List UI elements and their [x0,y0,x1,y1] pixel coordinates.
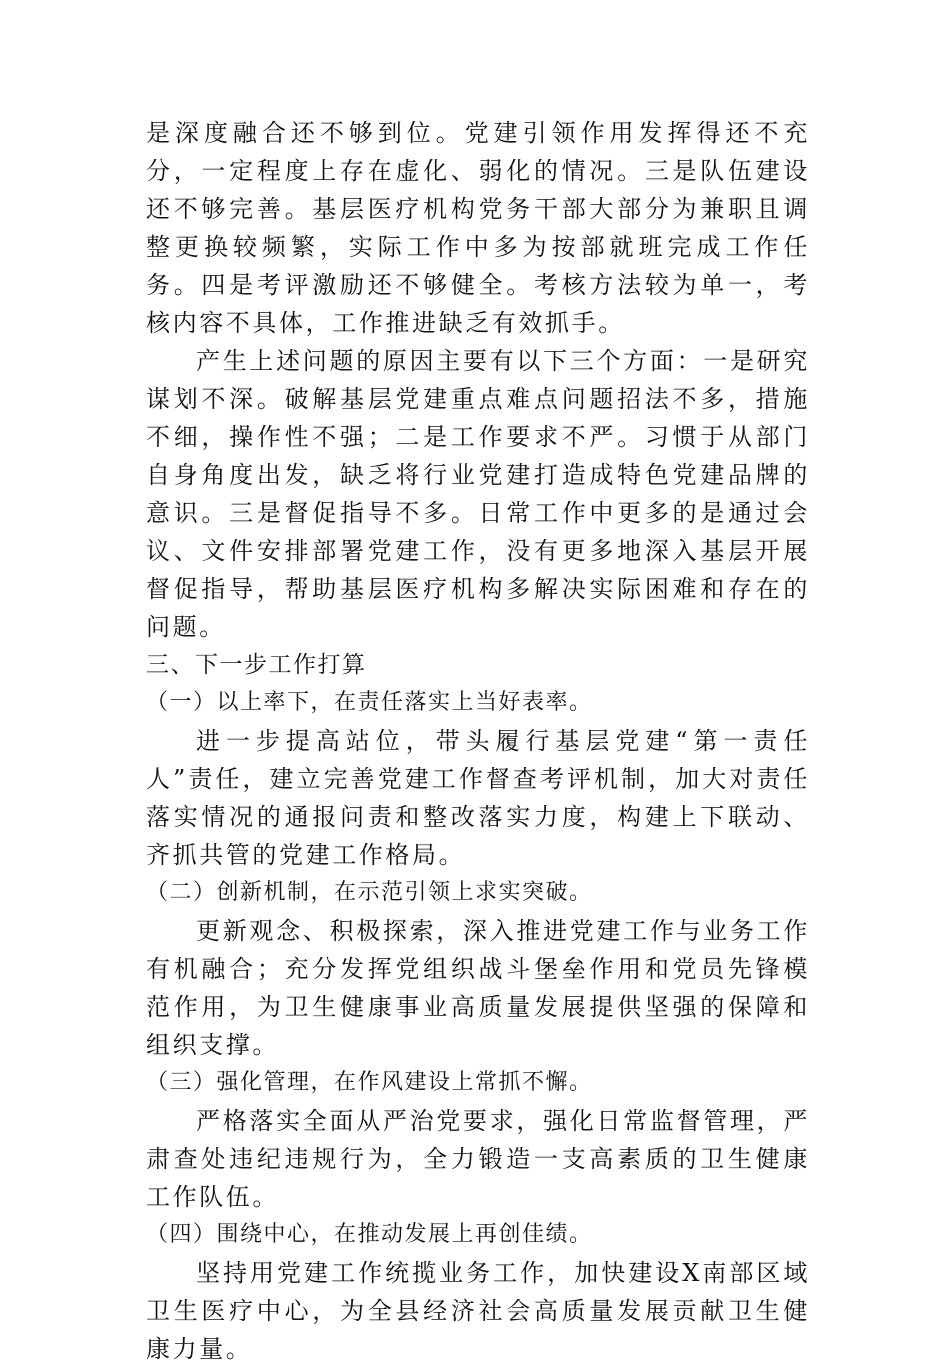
subheading-4: （四）围绕中心，在推动发展上再创佳绩。 [146,1222,593,1247]
paragraph-causes: 产生上述问题的原因主要有以下三个方面：一是研究谋划不深。破解基层党建重点难点问题招法不多，措施不细，操作性不强；二是工作要求不严。习惯于从部门自身角度出发，缺乏将行业党建打造成特色党建品牌的意识。三是督促指导不多。日常工作中更多的是通过会议、文件安排部署党建工作，没有更多地深入基层开展督促指导，帮助基层医疗机构多解决实际困难和存在的问题。 [146,347,810,641]
paragraph-4: 坚持用党建工作统揽业务工作，加快建设X南部区域卫生医疗中心，为全县经济社会高质量发展贡献卫生健康力量。 [146,1259,810,1363]
document-body [146,114,810,1368]
subheading-1: （一）以上率下，在责任落实上当好表率。 [146,690,593,715]
paragraph-1: 进一步提高站位，带头履行基层党建“第一责任人”责任，建立完善党建工作督查考评机制，加大对责任落实情况的通报问责和整改落实力度，构建上下联动、齐抓共管的党建工作格局。 [146,727,810,869]
subheading-2: （二）创新机制，在示范引领上求实突破。 [146,880,593,905]
paragraph-3: 严格落实全面从严治党要求，强化日常监督管理，严肃查处违纪违规行为，全力锻造一支高素质的卫生健康工作队伍。 [146,1107,810,1211]
paragraph-continuation: 是深度融合还不够到位。党建引领作用发挥得还不充分，一定程度上存在虚化、弱化的情况。三是队伍建设还不够完善。基层医疗机构党务干部大部分为兼职且调整更换较频繁，实际工作中多为按部就班完成工作任务。四是考评激励还不够健全。考核方法较为单一，考核内容不具体，工作推进缺乏有效抓手。 [146,119,810,337]
subheading-3: （三）强化管理，在作风建设上常抓不懈。 [146,1070,593,1095]
paragraph-2: 更新观念、积极探索，深入推进党建工作与业务工作有机融合；充分发挥党组织战斗堡垒作用和党员先锋模范作用，为卫生健康事业高质量发展提供坚强的保障和组织支撑。 [146,917,810,1059]
section-heading-next-steps: 三、下一步工作打算 [146,652,367,678]
